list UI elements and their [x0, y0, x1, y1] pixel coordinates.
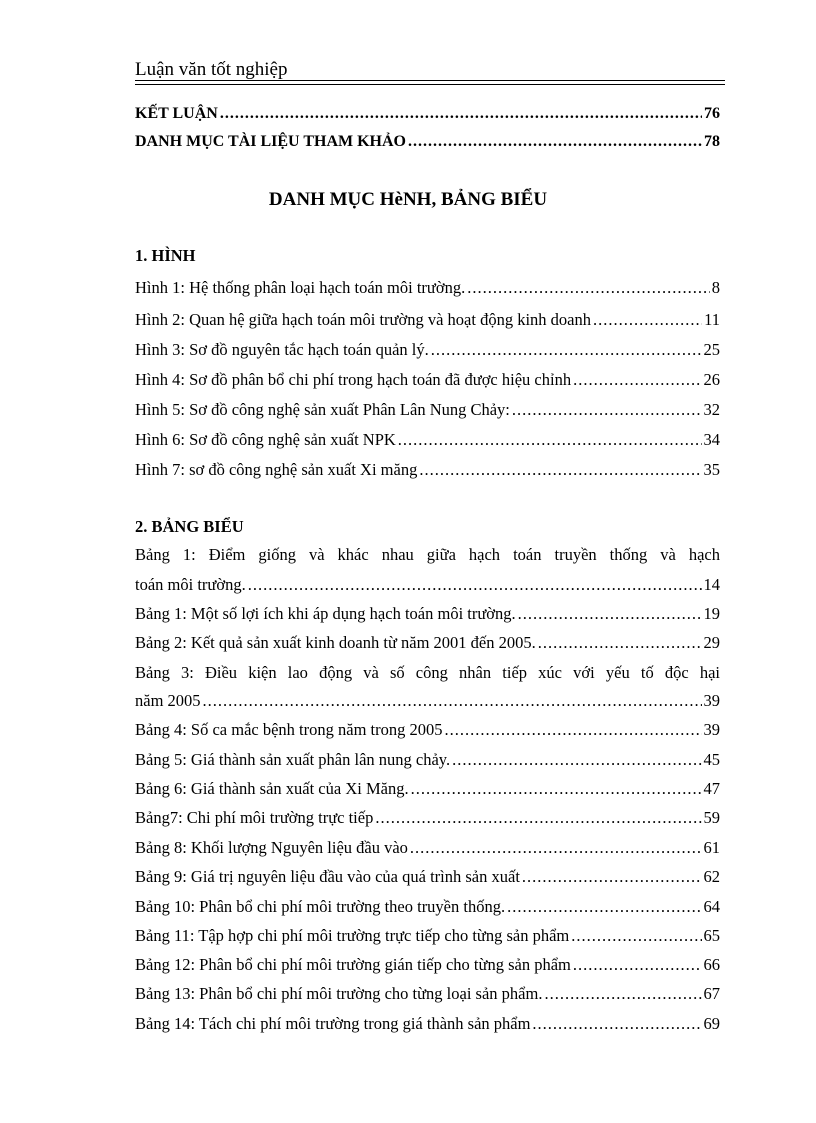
- toc-entry-references: DANH MỤC TÀI LIỆU THAM KHẢO ..... 78: [135, 131, 720, 153]
- table-entry: Bảng 6: Giá thành sản xuất của Xi Măng. ..... 47: [135, 778, 720, 800]
- table-entry: Bảng7: Chi phí môi trường trực tiếp ..... 59: [135, 807, 720, 829]
- table-entry: Bảng 8: Khối lượng Nguyên liệu đầu vào ..... 61: [135, 837, 720, 859]
- dot-leader: [518, 603, 702, 625]
- dot-leader: [538, 632, 702, 654]
- table-entry: Bảng 1: Một số lợi ích khi áp dụng hạch toán môi trường. ..... 19: [135, 603, 720, 625]
- figures-heading: 1. HÌNH: [135, 246, 196, 265]
- dot-leader: [452, 749, 701, 771]
- dot-leader: [532, 1013, 701, 1035]
- dot-leader: [507, 896, 701, 918]
- table-entry: Bảng 12: Phân bổ chi phí môi trường gián tiếp cho từng sản phẩm ..... 66: [135, 954, 720, 976]
- figure-entry: Hình 1: Hệ thống phân loại hạch toán môi trường. ..... 8: [135, 277, 720, 299]
- table-entry: năm 2005 ..... 39: [135, 690, 720, 712]
- figure-entry: Hình 6: Sơ đồ công nghệ sản xuất NPK ..... 34: [135, 429, 720, 451]
- header-rule-thin: [135, 84, 725, 85]
- table-entry: Bảng 2: Kết quả sản xuất kinh doanh từ năm 2001 đến 2005. ..... 29: [135, 632, 720, 654]
- dot-leader: [419, 459, 701, 481]
- dot-leader: [467, 277, 710, 299]
- dot-leader: [522, 866, 702, 888]
- figure-entry: Hình 7: sơ đồ công nghệ sản xuất Xi măng ..... 35: [135, 459, 720, 481]
- dot-leader: [573, 369, 701, 391]
- dot-leader: [573, 954, 702, 976]
- figure-entry: Hình 2: Quan hệ giữa hạch toán môi trường và hoạt động kinh doanh ..... 11: [135, 309, 720, 331]
- dot-leader: [512, 399, 702, 421]
- header-rule-thick: [135, 80, 725, 81]
- running-header: Luận văn tốt nghiệp: [135, 59, 288, 80]
- list-title: DANH MỤC HèNH, BẢNG BIỂU: [268, 189, 548, 210]
- dot-leader: [571, 925, 701, 947]
- table-entry-line: Bảng 1: Điểm giống và khác nhau giữa hạch toán truyền thống và hạch: [135, 545, 720, 564]
- dot-leader: [375, 807, 701, 829]
- table-entry: Bảng 10: Phân bổ chi phí môi trường theo truyền thống. ..... 64: [135, 896, 720, 918]
- dot-leader: [411, 778, 702, 800]
- dot-leader: [544, 983, 701, 1005]
- table-entry: toán môi trường. ..... 14: [135, 574, 720, 596]
- dot-leader: [593, 309, 702, 331]
- table-entry: Bảng 9: Giá trị nguyên liệu đầu vào của quá trình sản xuất ..... 62: [135, 866, 720, 888]
- dot-leader: [410, 837, 702, 859]
- dot-leader: [220, 103, 702, 125]
- table-entry: Bảng 5: Giá thành sản xuất phân lân nung chảy. ..... 45: [135, 749, 720, 771]
- table-entry: Bảng 14: Tách chi phí môi trường trong giá thành sản phẩm ..... 69: [135, 1013, 720, 1035]
- table-entry-line: Bảng 3: Điều kiện lao động và số công nhân tiếp xúc với yếu tố độc hại: [135, 663, 720, 682]
- figure-entry: Hình 5: Sơ đồ công nghệ sản xuất Phân Lân Nung Chảy: ..... 32: [135, 399, 720, 421]
- dot-leader: [444, 719, 701, 741]
- toc-entry-conclusion: KẾT LUẬN ..... 76: [135, 103, 720, 125]
- dot-leader: [408, 131, 702, 153]
- tables-heading: 2. BẢNG BIỂU: [135, 517, 244, 536]
- table-entry: Bảng 11: Tập hợp chi phí môi trường trực tiếp cho từng sản phẩm ..... 65: [135, 925, 720, 947]
- dot-leader: [431, 339, 702, 361]
- dot-leader: [248, 574, 702, 596]
- table-entry: Bảng 4: Số ca mắc bệnh trong năm trong 2005 ..... 39: [135, 719, 720, 741]
- dot-leader: [203, 690, 702, 712]
- figure-entry: Hình 3: Sơ đồ nguyên tắc hạch toán quản lý. ..... 25: [135, 339, 720, 361]
- table-entry: Bảng 13: Phân bổ chi phí môi trường cho từng loại sản phẩm. ..... 67: [135, 983, 720, 1005]
- figure-entry: Hình 4: Sơ đồ phân bổ chi phí trong hạch toán đã được hiệu chỉnh ..... 26: [135, 369, 720, 391]
- dot-leader: [398, 429, 702, 451]
